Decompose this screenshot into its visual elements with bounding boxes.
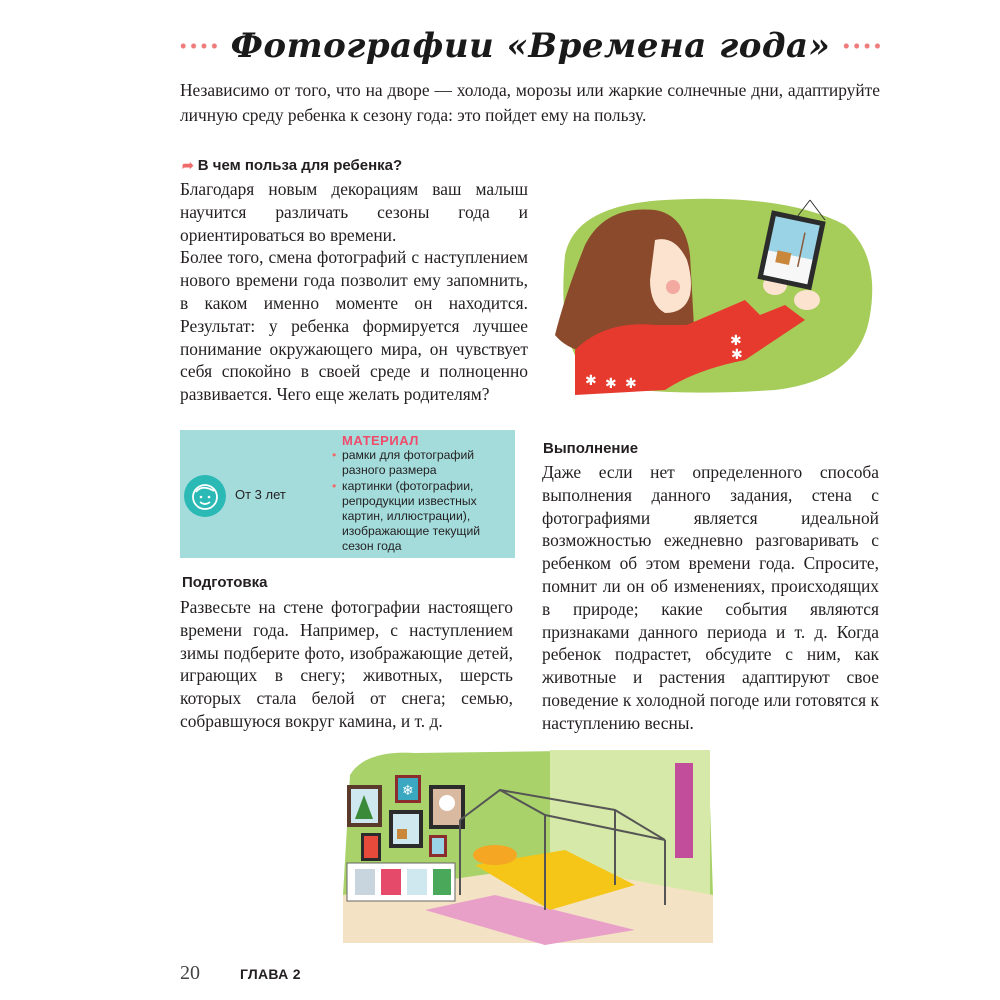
execution-heading: Выполнение <box>543 440 639 457</box>
benefit-heading <box>182 157 402 174</box>
benefit-text <box>180 178 528 406</box>
preparation-text: Развесьте на стене фотографии настоящего времени года. Например, с наступлением зимы подберите фото, изображающие детей, играющих в снегу; животных, шерсть которых стала белой от снега; семью, собравшуюся вокруг камина, и т. д. <box>180 597 513 731</box>
material-item: • картинки (фотографии, репродукции известных картин, иллюстрации), изображающие текущий сезон года <box>330 479 515 555</box>
svg-text:✱: ✱ <box>730 333 742 349</box>
age-label: От 3 лет <box>235 487 286 502</box>
info-box <box>180 430 515 558</box>
arrow-icon: ➦ <box>182 157 194 173</box>
material-item: • рамки для фотографий разного размера <box>330 448 515 478</box>
svg-text:✱: ✱ <box>605 376 617 392</box>
svg-text:✱: ✱ <box>731 347 743 363</box>
execution-text: Даже если нет определенного способа выполнения данного задания, стена с фотографиями является идеальной возможностью ежедневно разговаривать с ребенком об этом времени года. Спросите, помнит ли он об изменениях, происходящих в природе; какие события являются признаками данного периода и т. д. Когда ребенок подрастет, обсудите с ним, как животные и растения адаптируют свое поведение к холодной погоде или готовятся к наступлению весны. <box>542 462 879 733</box>
benefit-paragraph: Благодаря новым декорациям ваш малыш научится различать сезоны года и ориентироваться во времени. <box>180 179 528 245</box>
svg-text:✱: ✱ <box>585 373 597 389</box>
svg-text:❄: ❄ <box>402 783 414 799</box>
svg-text:✱: ✱ <box>625 376 637 392</box>
page-number: 20 <box>180 962 200 984</box>
girl-hanging-picture-illustration <box>545 185 880 400</box>
intro-paragraph: Независимо от того, что на дворе — холода, морозы или жаркие солнечные дни, адаптируйте личную среду ребенка к сезону года: это пойдет ему на пользу. <box>180 80 880 125</box>
preparation-heading: Подготовка <box>182 574 268 591</box>
materials-heading: МАТЕРИАЛ <box>342 433 419 448</box>
chapter-label: ГЛАВА 2 <box>240 966 301 982</box>
benefit-paragraph: Более того, смена фотографий с наступлением нового времени года позволит ему запомнить, в каком именно моменте он находится. Результат: у ребенка формируется лучшее понимание окружающего мира, он чувствует себя спокойно в своей среде и полноценно развивается. Чего еще желать родителям? <box>180 247 528 405</box>
decorative-dots-right <box>840 43 883 49</box>
child-room-illustration <box>335 745 715 945</box>
page-title: Фотографии «Времена года» <box>230 26 831 66</box>
page-header <box>178 22 883 70</box>
benefit-heading-text: В чем польза для ребенка? <box>197 157 403 174</box>
child-face-icon <box>184 475 226 517</box>
decorative-dots-left <box>178 43 221 49</box>
materials-list <box>330 433 515 555</box>
